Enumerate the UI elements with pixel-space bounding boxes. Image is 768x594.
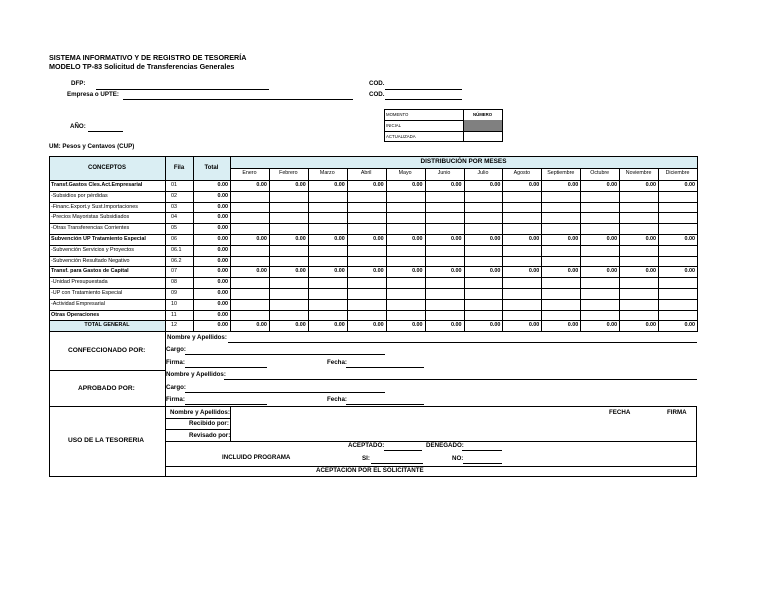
month-value-cell: 0.00	[334, 182, 345, 188]
concept-cell: Otras Operaciones	[51, 311, 100, 318]
month-value-cell: 0.00	[373, 322, 384, 329]
concept-cell: Transf.Gastos Cles.Act.Empresarial	[51, 182, 143, 188]
confeccionado-label: CONFECCIONADO POR:	[68, 347, 146, 354]
momento-label: MOMENTO	[386, 112, 409, 117]
month-value-cell: 0.00	[412, 268, 423, 275]
empresa-label: Empresa o UPTE:	[67, 91, 119, 98]
inicial-label: INICIAL	[386, 123, 402, 128]
confeccionado-firma-label: Firma:	[166, 359, 185, 366]
concept-cell: -UP con Tratamiento Especial	[51, 290, 123, 296]
month-value-cell: 0.00	[684, 236, 695, 242]
concept-cell: -Subvención Servicios y Proyectos	[51, 246, 134, 253]
denegado-field[interactable]	[462, 450, 502, 451]
month-header: Enero	[242, 170, 257, 176]
fila-cell: 11	[171, 311, 177, 318]
month-value-cell: 0.00	[567, 268, 579, 275]
form-title: SISTEMA INFORMATIVO Y DE REGISTRO DE TESORERÍA	[49, 53, 247, 62]
month-value-cell: 0.00	[684, 268, 695, 275]
month-value-cell: 0.00	[334, 236, 345, 242]
no-field[interactable]	[463, 463, 502, 464]
total-cell: 0.00	[217, 290, 228, 296]
fila-cell: 06.2	[171, 257, 182, 264]
month-value-cell: 0.00	[256, 268, 267, 275]
confeccionado-nombre-label: Nombre y Apellidos:	[167, 334, 227, 341]
aprobado-cargo-field[interactable]	[185, 392, 385, 393]
confeccionado-firma-field[interactable]	[185, 367, 267, 368]
confeccionado-cargo-label: Cargo:	[166, 346, 186, 353]
concept-cell: -Subsidios por pérdidas	[51, 192, 108, 199]
aprobado-label: APROBADO POR:	[78, 385, 135, 392]
incluido-programa-label: INCLUIDO PROGRAMA	[222, 454, 291, 461]
month-value-cell: 0.00	[450, 236, 462, 242]
month-value-cell: 0.00	[450, 322, 462, 329]
month-value-cell: 0.00	[528, 236, 540, 242]
um-label: UM: Pesos y Centavos (CUP)	[49, 143, 135, 150]
empresa-field[interactable]	[123, 99, 353, 100]
month-value-cell: 0.00	[567, 322, 579, 329]
fecha-header: FECHA	[609, 409, 631, 416]
month-header: Agosto	[513, 170, 531, 176]
month-value-cell: 0.00	[684, 182, 695, 188]
revisado-label: Revisado por:	[189, 432, 231, 439]
month-value-cell: 0.00	[334, 322, 345, 329]
month-value-cell: 0.00	[450, 268, 462, 275]
total-cell: 0.00	[217, 192, 228, 199]
month-value-cell: 0.00	[373, 182, 384, 188]
recibido-label: Recibido por:	[189, 420, 229, 427]
confeccionado-nombre-field[interactable]	[228, 342, 697, 343]
month-header: Abril	[360, 170, 372, 176]
month-value-cell: 0.00	[645, 268, 657, 275]
fila-cell: 10	[171, 300, 177, 307]
month-header: Noviembre	[625, 170, 652, 176]
month-value-cell: 0.00	[489, 182, 501, 188]
aprobado-firma-label: Firma:	[166, 396, 185, 403]
month-header: Marzo	[319, 170, 335, 176]
month-header: Julio	[477, 170, 489, 176]
month-value-cell: 0.00	[334, 268, 345, 275]
tesoreria-nombre-label: Nombre y Apellidos:	[170, 409, 230, 416]
aprobado-firma-field[interactable]	[185, 404, 267, 405]
aceptacion-label: ACEPTACION POR EL SOLICITANTE	[316, 467, 424, 474]
conceptos-header: CONCEPTOS	[88, 165, 126, 171]
concept-cell: Subvención UP Tratamiento Especial	[51, 236, 146, 242]
month-value-cell: 0.00	[528, 268, 540, 275]
fila-cell: 09	[171, 290, 177, 296]
total-header: Total	[204, 165, 219, 171]
month-value-cell: 0.00	[256, 322, 267, 329]
month-value-cell: 0.00	[645, 236, 657, 242]
si-field[interactable]	[371, 463, 423, 464]
total-cell: 0.00	[217, 257, 228, 264]
month-value-cell: 0.00	[450, 182, 462, 188]
month-value-cell: 0.00	[412, 322, 423, 329]
month-value-cell: 0.00	[412, 236, 423, 242]
concept-cell: Transf. para Gastos de Capital	[51, 268, 129, 275]
distribucion-header: DISTRIBUCIÓN POR MESES	[420, 158, 507, 165]
denegado-label: DENEGADO:	[426, 442, 464, 449]
total-cell: 0.00	[217, 268, 228, 275]
month-value-cell: 0.00	[295, 268, 306, 275]
fila-cell: 01	[171, 182, 177, 188]
month-value-cell: 0.00	[489, 268, 501, 275]
confeccionado-fecha-label: Fecha:	[327, 359, 347, 366]
fila-cell: 02	[171, 192, 177, 199]
total-cell: 0.00	[217, 322, 228, 329]
month-value-cell: 0.00	[528, 182, 540, 188]
cod-field-1[interactable]	[385, 89, 462, 90]
tesoreria-label: USO DE LA TESORERIA	[68, 437, 144, 444]
total-cell: 0.00	[217, 311, 228, 318]
si-label: SI:	[362, 455, 370, 462]
actualizada-label: ACTUALIZADA	[386, 134, 416, 139]
fila-cell: 06	[171, 236, 177, 242]
month-value-cell: 0.00	[606, 322, 618, 329]
month-value-cell: 0.00	[256, 182, 267, 188]
concept-cell: -Otras Transferencias Corrientes	[51, 225, 130, 232]
month-value-cell: 0.00	[606, 268, 618, 275]
month-value-cell: 0.00	[567, 182, 579, 188]
aprobado-nombre-field[interactable]	[224, 379, 697, 380]
aprobado-fecha-label: Fecha:	[327, 396, 347, 403]
month-value-cell: 0.00	[645, 322, 657, 329]
aprobado-fecha-field[interactable]	[346, 404, 424, 405]
confeccionado-fecha-field[interactable]	[346, 367, 424, 368]
month-value-cell: 0.00	[684, 322, 695, 329]
month-value-cell: 0.00	[645, 182, 657, 188]
concept-cell: -Precios Mayoristas Subsidiados	[51, 214, 130, 221]
fila-cell: 05	[171, 225, 177, 232]
aceptado-label: ACEPTADO:	[348, 442, 385, 449]
no-label: NO:	[452, 455, 464, 462]
month-value-cell: 0.00	[256, 236, 267, 242]
fila-cell: 07	[171, 268, 177, 275]
month-value-cell: 0.00	[295, 182, 306, 188]
fila-cell: 08	[171, 279, 177, 286]
fila-cell: 04	[171, 214, 177, 221]
fila-header: Fila	[173, 165, 185, 171]
aprobado-nombre-label: Nombre y Apellidos:	[166, 371, 226, 378]
month-value-cell: 0.00	[606, 182, 618, 188]
total-cell: 0.00	[217, 225, 228, 232]
confeccionado-cargo-field[interactable]	[185, 354, 385, 355]
concept-cell: -Unidad Presupuestada	[51, 279, 108, 286]
month-header: Septiembre	[547, 170, 575, 176]
total-cell: 0.00	[217, 246, 228, 253]
cod-label-1: COD.	[369, 80, 385, 87]
month-value-cell: 0.00	[567, 236, 579, 242]
numero-shaded-cell	[464, 120, 502, 131]
cod-field-2[interactable]	[385, 99, 462, 100]
month-header: Diciembre	[665, 170, 690, 176]
fila-cell: 12	[171, 322, 177, 329]
numero-label: NÚMERO	[473, 112, 493, 117]
firma-header: FIRMA	[667, 409, 687, 416]
month-value-cell: 0.00	[489, 236, 501, 242]
month-value-cell: 0.00	[373, 236, 384, 242]
dfp-label: DFP:	[71, 80, 86, 87]
total-cell: 0.00	[217, 300, 228, 307]
cod-label-2: COD.	[369, 91, 385, 98]
month-value-cell: 0.00	[295, 236, 306, 242]
fila-cell: 03	[171, 203, 177, 210]
aceptado-field[interactable]	[384, 450, 422, 451]
ano-label: AÑO:	[70, 123, 86, 130]
month-value-cell: 0.00	[606, 236, 618, 242]
month-header: Octubre	[590, 170, 610, 176]
month-value-cell: 0.00	[295, 322, 306, 329]
concept-cell: -Actividad Empresarial	[51, 300, 105, 307]
total-cell: 0.00	[217, 203, 228, 210]
total-cell: 0.00	[217, 182, 228, 188]
month-value-cell: 0.00	[528, 322, 540, 329]
month-header: Mayo	[398, 170, 412, 176]
dfp-field[interactable]	[96, 89, 269, 90]
total-cell: 0.00	[217, 236, 228, 242]
ano-field[interactable]	[88, 131, 123, 132]
concept-cell: -Financ.Export.y Sust.Importaciones	[51, 203, 138, 210]
month-value-cell: 0.00	[489, 322, 501, 329]
fila-cell: 06.1	[171, 246, 182, 253]
month-header: Junio	[437, 170, 451, 176]
concept-cell: -Subvención Resultado Negativo	[51, 257, 130, 264]
form-subtitle: MODELO TP-83 Solicitud de Transferencias Generales	[49, 62, 235, 71]
total-cell: 0.00	[217, 279, 228, 286]
aprobado-cargo-label: Cargo:	[166, 384, 186, 391]
concept-cell: TOTAL GENERAL	[84, 322, 130, 329]
total-cell: 0.00	[217, 214, 228, 221]
month-value-cell: 0.00	[412, 182, 423, 188]
month-value-cell: 0.00	[373, 268, 384, 275]
month-header: Febrero	[279, 170, 298, 176]
